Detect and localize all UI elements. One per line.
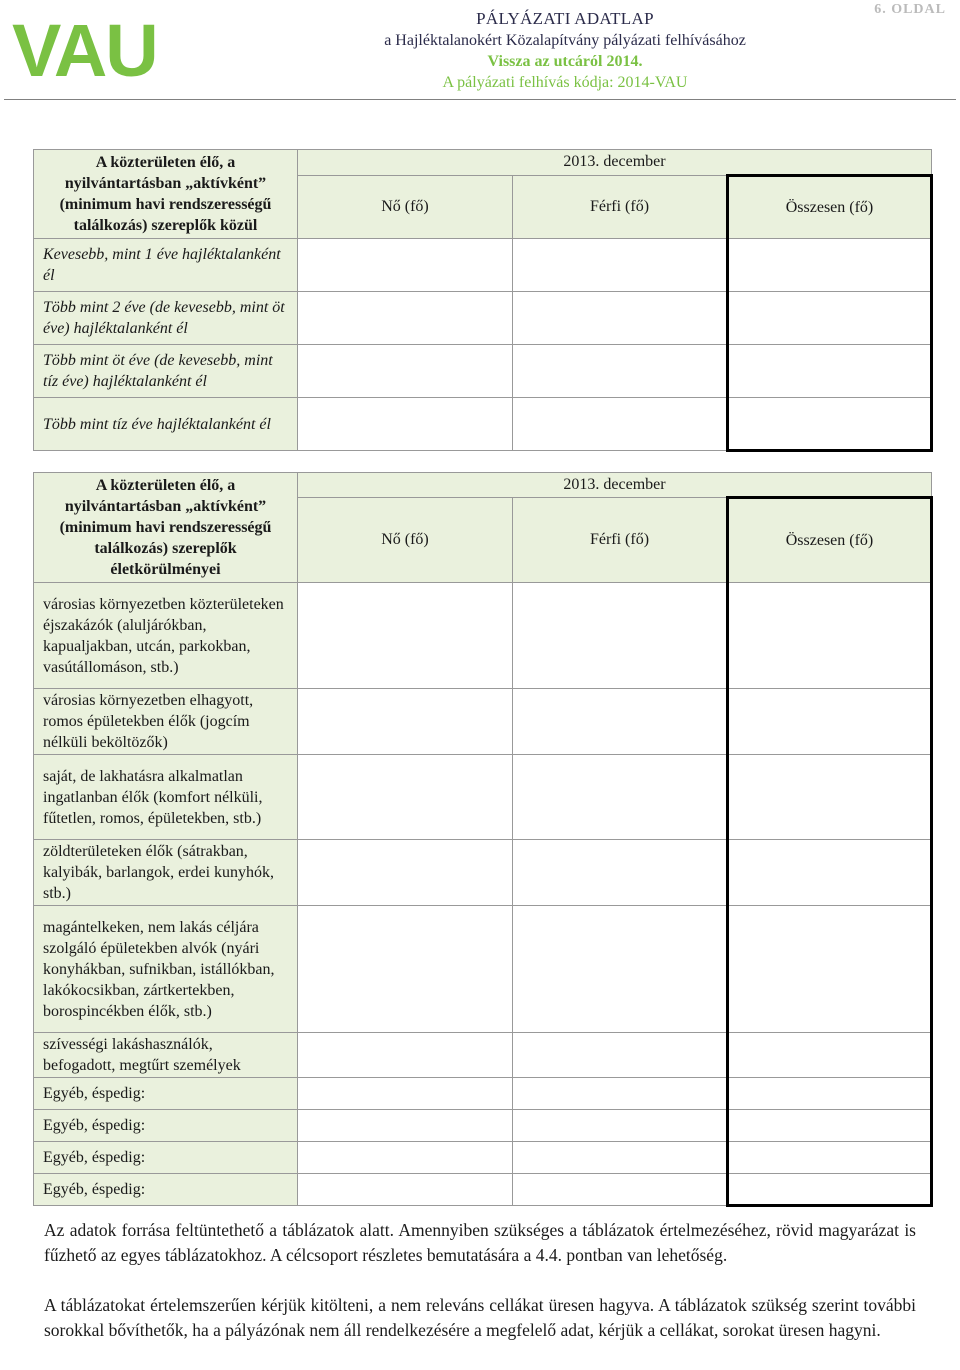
input-cell-male[interactable] xyxy=(513,689,728,755)
row-label: Több mint tíz éve hajléktalanként él xyxy=(34,398,298,451)
row-label: Több mint 2 éve (de kevesebb, mint öt éve) hajléktalanként él xyxy=(34,292,298,345)
row-label: Több mint öt éve (de kevesebb, mint tíz éve) hajléktalanként él xyxy=(34,345,298,398)
row-label: zöldterületeken élők (sátrakban, kalyibák, barlangok, erdei kunyhók, stb.) xyxy=(34,840,298,906)
input-cell-total[interactable] xyxy=(728,689,932,755)
call-code: A pályázati felhívás kódja: 2014-VAU xyxy=(442,74,688,91)
table-row xyxy=(34,1033,932,1078)
row-label: városias környezetben közterületeken éjszakázók (aluljárókban, kapualjakban, utcán, parkokban, vasútállomáson, stb.) xyxy=(34,583,298,689)
row-label: szívességi lakáshasználók, befogadott, megtűrt személyek xyxy=(34,1033,298,1078)
input-cell-male[interactable] xyxy=(513,583,728,689)
row-label: Egyéb, éspedig: xyxy=(34,1174,298,1206)
input-cell-total[interactable] xyxy=(728,345,932,398)
row-label: saját, de lakhatásra alkalmatlan ingatlanban élők (komfort nélküli, fűtetlen, romos, épületekben, stb.) xyxy=(34,755,298,840)
vau-logo: VAU xyxy=(12,9,157,92)
year-header: 2013. december xyxy=(298,150,932,176)
column-header-female: Nő (fő) xyxy=(298,497,513,582)
table-row xyxy=(34,1142,932,1174)
form-subtitle: a Hajléktalanokért Közalapítvány pályázati felhívásához xyxy=(384,32,746,49)
table-row xyxy=(34,583,932,689)
program-name: Vissza az utcáról 2014. xyxy=(487,53,643,70)
input-cell-male[interactable] xyxy=(513,398,728,451)
row-label: Kevesebb, mint 1 éve hajléktalanként él xyxy=(34,239,298,292)
input-cell-male[interactable] xyxy=(513,345,728,398)
input-cell-total[interactable] xyxy=(728,1078,932,1110)
input-cell-male[interactable] xyxy=(513,755,728,840)
input-cell-female[interactable] xyxy=(298,1174,513,1206)
table-row xyxy=(34,239,932,292)
table-row xyxy=(34,1174,932,1206)
input-cell-female[interactable] xyxy=(298,1078,513,1110)
input-cell-female[interactable] xyxy=(298,689,513,755)
row-label: Egyéb, éspedig: xyxy=(34,1110,298,1142)
column-header-female: Nő (fő) xyxy=(298,175,513,238)
table-row xyxy=(34,398,932,451)
row-label: magántelkeken, nem lakás céljára szolgáló épületekben alvók (nyári konyhákban, sufnikban, istállókban, lakókocsikban, zártkertekben, borospincékben élők, stb.) xyxy=(34,906,298,1033)
input-cell-total[interactable] xyxy=(728,840,932,906)
row-label: városias környezetben elhagyott, romos épületekben élők (jogcím nélküli beköltözők) xyxy=(34,689,298,755)
input-cell-total[interactable] xyxy=(728,1033,932,1078)
input-cell-total[interactable] xyxy=(728,755,932,840)
table-header-label: A közterületen élő, a nyilvántartásban „aktívként” (minimum havi rendszerességű találkozás) szereplők közül xyxy=(34,150,298,239)
input-cell-total[interactable] xyxy=(728,398,932,451)
input-cell-total[interactable] xyxy=(728,583,932,689)
row-label: Egyéb, éspedig: xyxy=(34,1078,298,1110)
input-cell-total[interactable] xyxy=(728,292,932,345)
input-cell-female[interactable] xyxy=(298,755,513,840)
column-header-male: Férfi (fő) xyxy=(513,497,728,582)
input-cell-female[interactable] xyxy=(298,906,513,1033)
input-cell-total[interactable] xyxy=(728,1110,932,1142)
page-number: 6. OLDAL xyxy=(874,2,946,17)
table-row xyxy=(34,292,932,345)
input-cell-male[interactable] xyxy=(513,1174,728,1206)
input-cell-female[interactable] xyxy=(298,1142,513,1174)
living-conditions-table xyxy=(33,472,933,1207)
fill-instructions-paragraph: A táblázatokat értelemszerűen kérjük kitölteni, a nem releváns cellákat üresen hagyva. A táblázatok szükség szerint további sorokkal bővíthetők, ha a pályázónak nem áll rendelkezésére a megfelelő adat, kérjük a cellákat, sorokat üresen hagyni. xyxy=(44,1295,916,1340)
input-cell-male[interactable] xyxy=(513,1110,728,1142)
input-cell-female[interactable] xyxy=(298,1110,513,1142)
input-cell-total[interactable] xyxy=(728,1142,932,1174)
source-note-paragraph: Az adatok forrása feltüntethető a táblázatok alatt. Amennyiben szükséges a táblázatok értelmezéséhez, rövid magyarázat is fűzhető az egyes táblázatokhoz. A célcsoport részletes bemutatására a 4.4. pontban van lehetőség. xyxy=(44,1220,916,1265)
form-title: PÁLYÁZATI ADATLAP xyxy=(476,9,654,28)
table-row xyxy=(34,840,932,906)
table-row xyxy=(34,755,932,840)
input-cell-female[interactable] xyxy=(298,345,513,398)
input-cell-male[interactable] xyxy=(513,906,728,1033)
input-cell-male[interactable] xyxy=(513,292,728,345)
column-header-total: Összesen (fő) xyxy=(728,497,932,582)
table-row xyxy=(34,1078,932,1110)
input-cell-female[interactable] xyxy=(298,398,513,451)
column-header-male: Férfi (fő) xyxy=(513,175,728,238)
input-cell-total[interactable] xyxy=(728,239,932,292)
input-cell-total[interactable] xyxy=(728,1174,932,1206)
year-header: 2013. december xyxy=(298,473,932,498)
input-cell-female[interactable] xyxy=(298,1033,513,1078)
table-row xyxy=(34,345,932,398)
duration-table xyxy=(33,149,933,452)
input-cell-female[interactable] xyxy=(298,292,513,345)
column-header-total: Összesen (fő) xyxy=(728,175,932,238)
input-cell-total[interactable] xyxy=(728,906,932,1033)
input-cell-female[interactable] xyxy=(298,840,513,906)
input-cell-female[interactable] xyxy=(298,583,513,689)
input-cell-female[interactable] xyxy=(298,239,513,292)
table-row xyxy=(34,1110,932,1142)
input-cell-male[interactable] xyxy=(513,840,728,906)
row-label: Egyéb, éspedig: xyxy=(34,1142,298,1174)
header-divider xyxy=(4,99,956,100)
input-cell-male[interactable] xyxy=(513,1033,728,1078)
table-header-label: A közterületen élő, a nyilvántartásban „aktívként” (minimum havi rendszerességű találkozás) szereplők életkörülményei xyxy=(34,473,298,583)
input-cell-male[interactable] xyxy=(513,1142,728,1174)
input-cell-male[interactable] xyxy=(513,1078,728,1110)
input-cell-male[interactable] xyxy=(513,239,728,292)
table-row xyxy=(34,906,932,1033)
table-row xyxy=(34,689,932,755)
